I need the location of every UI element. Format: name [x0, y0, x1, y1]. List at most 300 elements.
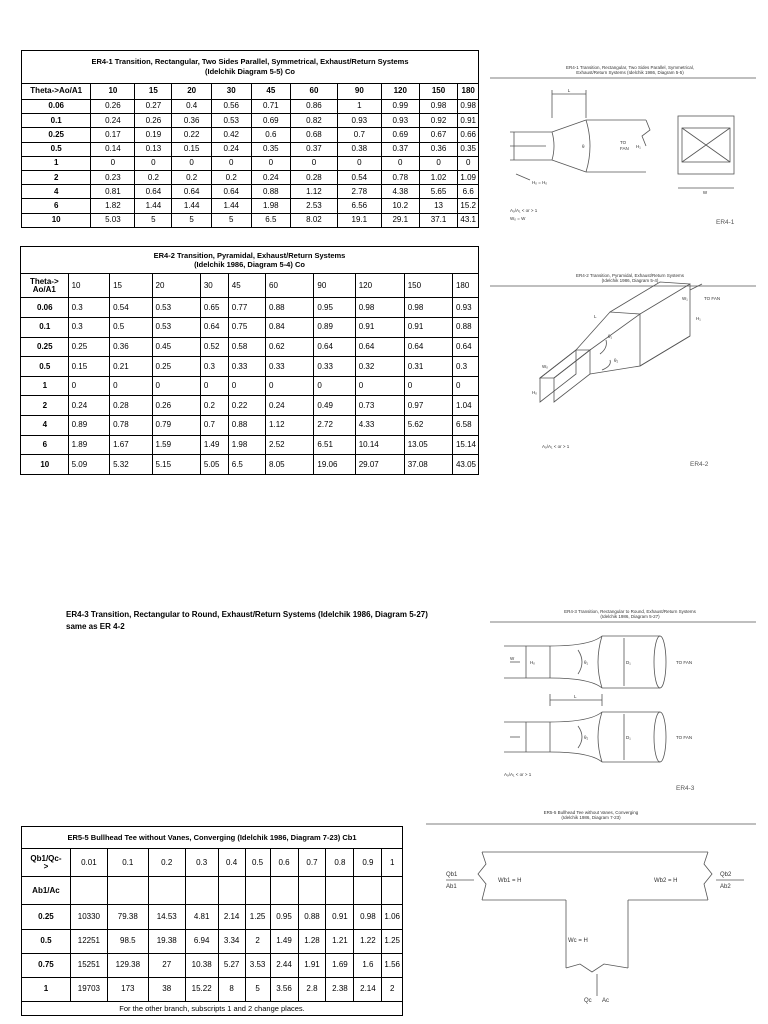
er5-5-cell: 3.56 — [270, 977, 298, 1001]
er4-1-cell: 0.17 — [91, 128, 135, 142]
er4-1-caption-line2: (Idelchik Diagram 5-5) Co — [204, 66, 296, 76]
er4-2-cell: 1.59 — [152, 435, 200, 455]
er4-1-col-header: 150 — [419, 83, 458, 99]
er5-5-col-header: 0.2 — [148, 849, 185, 877]
er4-2-cell: 0.7 — [200, 416, 228, 436]
er4-2-row — [21, 435, 479, 455]
er4-2-row — [21, 317, 479, 337]
er4-2-caption-line2: (Idelchik 1986, Diagram 5-4) Co — [194, 260, 305, 270]
er5-5-cell: 1.6 — [354, 953, 382, 977]
er4-1-cell: 5 — [211, 213, 251, 227]
er4-2-cell: 6.51 — [314, 435, 355, 455]
er5-5-row-header: 0.75 — [22, 953, 71, 977]
er4-2-caption-line1: ER4-2 Transition, Pyramidal, Exhaust/Return Systems — [153, 250, 346, 260]
er4-1-cell: 2.53 — [291, 199, 338, 213]
er4-2-cell: 13.05 — [404, 435, 452, 455]
er4-2-cell: 1.67 — [110, 435, 152, 455]
er4-2-row-header: 0.5 — [21, 357, 69, 377]
er4-2-cell: 0.54 — [110, 298, 152, 318]
er4-1-col-header: 20 — [172, 83, 212, 99]
d2-label-theta2: θ₂ — [614, 358, 619, 363]
er4-2-cell: 1.89 — [68, 435, 110, 455]
d4-label-wb2: Wb2 = H — [654, 878, 678, 884]
er4-2-cell: 4.33 — [355, 416, 404, 436]
d4-label-ab1: Ab1 — [446, 884, 457, 890]
er4-2-cell: 0.5 — [110, 317, 152, 337]
er4-2-cell: 10.14 — [355, 435, 404, 455]
er4-1-cell: 0.91 — [458, 114, 479, 128]
er4-2-table — [20, 246, 479, 475]
er4-1-col-header: 10 — [91, 83, 135, 99]
er4-2-cell: 0.93 — [452, 298, 478, 318]
er4-1-cell: 0.27 — [135, 99, 172, 113]
d3-title-line2: (Idelchik 1986, Diagram 5-27) — [600, 614, 660, 619]
d2-label-to-fan: TO FAN — [704, 296, 721, 301]
er4-1-cell: 0.35 — [251, 142, 291, 156]
er4-1-caption-line1: ER4-1 Transition, Rectangular, Two Sides Parallel, Symmetrical, Exhaust/Return Systems — [91, 57, 409, 67]
d2-label-w1: W₁ — [682, 296, 688, 301]
er5-5-cell: 79.38 — [107, 905, 148, 929]
er4-1-col-header: 180 — [458, 83, 479, 99]
er4-1-cell: 1.98 — [251, 199, 291, 213]
d1-label-h1: H₁ — [636, 144, 641, 149]
er4-1-cell: 0.36 — [419, 142, 458, 156]
er4-1-cell: 0.81 — [91, 185, 135, 199]
er4-1-cell: 0 — [458, 156, 479, 170]
er4-1-caption — [22, 51, 479, 84]
er4-2-row — [21, 376, 479, 396]
er5-5-cell: 10330 — [70, 905, 107, 929]
er4-1-cell: 0.24 — [211, 142, 251, 156]
er5-5-subheader: Ab1/Ac — [22, 877, 71, 905]
er4-1-cell: 1.09 — [458, 170, 479, 184]
er4-2-header-row — [21, 274, 479, 298]
er4-2-cell: 0.15 — [68, 357, 110, 377]
d3-label-w: W — [510, 656, 515, 661]
er4-1-cell: 0.26 — [91, 99, 135, 113]
er4-2-cell: 0.52 — [200, 337, 228, 357]
er4-1-cell: 0 — [135, 156, 172, 170]
er4-1-row — [22, 99, 479, 113]
er5-5-cell: 2.14 — [218, 905, 245, 929]
er5-5-cell: 15251 — [70, 953, 107, 977]
er5-5-cell: 1.28 — [298, 929, 326, 953]
er4-2-cell: 0 — [314, 376, 355, 396]
er4-1-cell: 5.65 — [419, 185, 458, 199]
er4-2-cell: 0.89 — [314, 317, 355, 337]
er4-1-cell: 0.99 — [381, 99, 419, 113]
er4-2-cell: 0.98 — [404, 298, 452, 318]
er5-5-row-header: 0.5 — [22, 929, 71, 953]
er4-1-cell: 4.38 — [381, 185, 419, 199]
er4-2-cell: 0.24 — [68, 396, 110, 416]
er4-2-cell: 0.88 — [266, 298, 314, 318]
d2-label-wo: Wₒ — [542, 364, 548, 369]
er4-3-caption — [66, 609, 428, 633]
er4-1-row — [22, 170, 479, 184]
er4-2-cell: 0 — [68, 376, 110, 396]
er4-1-col-header: 15 — [135, 83, 172, 99]
er4-1-cell: 5 — [135, 213, 172, 227]
er5-5-col-header: 0.1 — [107, 849, 148, 877]
er4-1-cell: 0.38 — [337, 142, 381, 156]
er4-1-cell: 0.7 — [337, 128, 381, 142]
er4-1-cell: 0.92 — [419, 114, 458, 128]
er4-1-cell: 0.69 — [381, 128, 419, 142]
er5-5-col-header: 0.6 — [270, 849, 298, 877]
er4-2-cell: 0.33 — [266, 357, 314, 377]
er4-1-cell: 0.66 — [458, 128, 479, 142]
er4-3-diagram — [490, 606, 756, 796]
d2-title-line2: (Idelchik 1986, Diagram 5-4) — [601, 278, 659, 283]
er4-2-cell: 1.12 — [266, 416, 314, 436]
er4-1-header-row — [22, 83, 479, 99]
er4-1-cell: 0 — [251, 156, 291, 170]
er4-2-cell: 1.98 — [228, 435, 265, 455]
er4-1-col-header: 45 — [251, 83, 291, 99]
er4-2-cell: 5.09 — [68, 455, 110, 475]
er5-5-cell: 10.38 — [185, 953, 218, 977]
er4-2-cell: 0.89 — [68, 416, 110, 436]
er4-1-cell: 0.53 — [211, 114, 251, 128]
er4-2-cell: 0.88 — [452, 317, 478, 337]
er4-1-row — [22, 185, 479, 199]
er4-2-cell: 37.08 — [404, 455, 452, 475]
er4-2-row-header: 2 — [21, 396, 69, 416]
d4-title-line1: ER5-5 Bullhead Tee without Vanes, Converging — [543, 810, 639, 815]
d3-label-theta2: θ₂ — [584, 735, 589, 740]
er4-2-cell: 0.91 — [355, 317, 404, 337]
er5-5-subheader-row — [22, 877, 403, 905]
er4-2-cell: 0.3 — [200, 357, 228, 377]
er5-5-header-row — [22, 849, 403, 877]
er4-1-row-header: 0.1 — [22, 114, 91, 128]
er4-2-col-header: 180 — [452, 274, 478, 298]
d3-label-ho: Hₒ — [530, 660, 535, 665]
er4-1-cell: 37.1 — [419, 213, 458, 227]
er4-2-cell: 0.25 — [68, 337, 110, 357]
er4-2-cell: 0.84 — [266, 317, 314, 337]
er4-1-cell: 0.19 — [135, 128, 172, 142]
er4-2-cell: 43.05 — [452, 455, 478, 475]
d1-label-to: TO — [620, 140, 627, 145]
er5-5-cell: 2.8 — [298, 977, 326, 1001]
d4-title-line2: (Idelchik 1986, Diagram 7-23) — [561, 815, 621, 820]
er4-1-row-header: 2 — [22, 170, 91, 184]
er4-2-col-header: 45 — [228, 274, 265, 298]
er4-1-cell: 0.82 — [291, 114, 338, 128]
d2-label-h1: H₁ — [696, 316, 701, 321]
d2-tag: ER4-2 — [690, 461, 709, 468]
er5-5-cell: 1.56 — [382, 953, 403, 977]
er4-1-row-header: 6 — [22, 199, 91, 213]
er4-3-caption-line2: same as ER 4-2 — [66, 622, 125, 631]
er4-2-col-header: 10 — [68, 274, 110, 298]
er4-3-caption-line1: ER4-3 Transition, Rectangular to Round, Exhaust/Return Systems (Idelchik 1986, Diagram 5-27) — [66, 610, 428, 619]
er4-2-cell: 0.45 — [152, 337, 200, 357]
d1-label-fan: FAN — [620, 146, 629, 151]
er4-1-cell: 10.2 — [381, 199, 419, 213]
d3-note: Aₒ/A₁ < or > 1 — [504, 772, 532, 777]
er4-2-col-header: 15 — [110, 274, 152, 298]
er5-5-cell: 129.38 — [107, 953, 148, 977]
d4-label-ab2: Ab2 — [720, 884, 731, 890]
er4-1-row — [22, 142, 479, 156]
er4-1-cell: 0.4 — [172, 99, 212, 113]
er5-5-cell: 3.53 — [245, 953, 270, 977]
er4-1-cell: 0.93 — [381, 114, 419, 128]
er4-2-cell: 0.91 — [404, 317, 452, 337]
er4-1-cell: 0.22 — [172, 128, 212, 142]
er4-2-cell: 0.62 — [266, 337, 314, 357]
er4-2-cell: 0.98 — [355, 298, 404, 318]
er4-2-cell: 0.3 — [452, 357, 478, 377]
er5-5-cell: 19.38 — [148, 929, 185, 953]
d4-label-qc: Qc — [584, 998, 592, 1004]
er5-5-corner-header — [22, 849, 71, 877]
d1-label-w: W — [702, 190, 708, 195]
er4-2-col-header: 30 — [200, 274, 228, 298]
d3-label-l: L — [574, 694, 577, 699]
er4-2-cell: 2.72 — [314, 416, 355, 436]
er4-1-cell: 0 — [91, 156, 135, 170]
er4-1-cell: 15.2 — [458, 199, 479, 213]
er4-1-row — [22, 199, 479, 213]
er4-1-cell: 5 — [172, 213, 212, 227]
er5-5-cell: 2.44 — [270, 953, 298, 977]
er4-2-col-header: 120 — [355, 274, 404, 298]
er5-5-diagram — [426, 806, 756, 1016]
er4-1-cell: 6.5 — [251, 213, 291, 227]
d2-label-ho: Hₒ — [532, 390, 537, 395]
er4-2-cell: 0 — [228, 376, 265, 396]
er4-2-cell: 0.88 — [228, 416, 265, 436]
er4-1-cell: 0.86 — [291, 99, 338, 113]
er4-1-cell: 5.03 — [91, 213, 135, 227]
er4-1-cell: 0 — [291, 156, 338, 170]
er4-2-cell: 0.31 — [404, 357, 452, 377]
er4-1-cell: 0.67 — [419, 128, 458, 142]
er4-2-cell: 0.78 — [110, 416, 152, 436]
er4-2-cell: 0.33 — [314, 357, 355, 377]
er5-5-cell: 8 — [218, 977, 245, 1001]
er4-1-row — [22, 128, 479, 142]
er4-2-cell: 0.95 — [314, 298, 355, 318]
d1-note2: Wₒ = W — [510, 216, 526, 221]
er5-5-cell: 0.98 — [354, 905, 382, 929]
d2-title-line1: ER4-2 Transition, Pyramidal, Exhaust/Return Systems — [575, 273, 685, 278]
er5-5-cell: 0.95 — [270, 905, 298, 929]
er5-5-row-header: 1 — [22, 977, 71, 1001]
er4-2-cell: 0.64 — [355, 337, 404, 357]
er4-2-row — [21, 337, 479, 357]
er4-2-cell: 0.75 — [228, 317, 265, 337]
er4-2-diagram — [490, 270, 756, 470]
er5-5-table — [21, 826, 403, 1016]
er4-1-cell: 0.64 — [135, 185, 172, 199]
er5-5-cell: 0.91 — [326, 905, 354, 929]
er4-1-row-header: 0.5 — [22, 142, 91, 156]
er4-2-caption — [21, 247, 479, 274]
er4-2-cell: 0.77 — [228, 298, 265, 318]
er4-1-cell: 0.28 — [291, 170, 338, 184]
er5-5-corner-line2: > — [43, 861, 49, 871]
er4-2-cell: 0.97 — [404, 396, 452, 416]
er4-1-cell: 0.26 — [135, 114, 172, 128]
er4-1-cell: 0.36 — [172, 114, 212, 128]
er4-1-cell: 0.54 — [337, 170, 381, 184]
er4-1-cell: 1.44 — [172, 199, 212, 213]
d4-label-wc: Wc = H — [568, 938, 588, 944]
er4-2-cell: 5.15 — [152, 455, 200, 475]
er4-2-cell: 0.3 — [68, 317, 110, 337]
er4-1-row-header: 0.25 — [22, 128, 91, 142]
er4-2-row-header: 4 — [21, 416, 69, 436]
er4-2-cell: 0 — [266, 376, 314, 396]
er4-2-cell: 0.64 — [452, 337, 478, 357]
er4-2-cell: 0.64 — [404, 337, 452, 357]
er4-2-row — [21, 396, 479, 416]
er4-2-cell: 0.22 — [228, 396, 265, 416]
er4-2-cell: 0.36 — [110, 337, 152, 357]
er5-5-cell: 1.69 — [326, 953, 354, 977]
er4-1-cell: 1.82 — [91, 199, 135, 213]
d1-note1: Aₒ/A₁ < or > 1 — [510, 208, 538, 213]
er4-2-cell: 0.49 — [314, 396, 355, 416]
er4-1-row-header: 1 — [22, 156, 91, 170]
d4-label-wb1: Wb1 = H — [498, 878, 522, 884]
er5-5-row — [22, 929, 403, 953]
er4-2-cell: 0.32 — [355, 357, 404, 377]
er4-2-row-header: 10 — [21, 455, 69, 475]
er4-2-body — [21, 298, 479, 475]
er4-1-cell: 0.78 — [381, 170, 419, 184]
er5-5-cell: 4.81 — [185, 905, 218, 929]
er4-2-col-header: 150 — [404, 274, 452, 298]
er5-5-cell: 1.25 — [245, 905, 270, 929]
er4-1-cell: 0 — [172, 156, 212, 170]
er4-1-cell: 6.6 — [458, 185, 479, 199]
er4-1-cell: 1.02 — [419, 170, 458, 184]
d3-label-theta1: θ₁ — [584, 660, 589, 665]
er4-2-row-header: 0.06 — [21, 298, 69, 318]
er4-2-cell: 0.58 — [228, 337, 265, 357]
er4-2-cell: 5.32 — [110, 455, 152, 475]
er4-2-cell: 0 — [355, 376, 404, 396]
er4-2-row-header: 0.1 — [21, 317, 69, 337]
er4-2-cell: 8.05 — [266, 455, 314, 475]
d2-label-theta1: θ₁ — [608, 334, 613, 339]
er5-5-cell: 0.88 — [298, 905, 326, 929]
er4-2-corner-line1: Theta-> — [29, 276, 59, 286]
er4-1-cell: 0.2 — [172, 170, 212, 184]
er4-2-col-header: 90 — [314, 274, 355, 298]
er5-5-row — [22, 953, 403, 977]
er4-2-row-header: 1 — [21, 376, 69, 396]
d4-label-qb2: Qb2 — [720, 872, 732, 878]
er4-2-cell: 15.14 — [452, 435, 478, 455]
er4-1-row-header: 0.06 — [22, 99, 91, 113]
er4-1-row — [22, 213, 479, 227]
er4-1-cell: 1.44 — [211, 199, 251, 213]
er4-1-diagram — [490, 62, 756, 236]
er4-1-cell: 0.88 — [251, 185, 291, 199]
er4-2-cell: 0.73 — [355, 396, 404, 416]
er4-2-cell: 0.25 — [152, 357, 200, 377]
er5-5-cell: 5.27 — [218, 953, 245, 977]
er5-5-body — [22, 905, 403, 1002]
er4-2-cell: 0 — [152, 376, 200, 396]
er4-1-body — [22, 99, 479, 227]
er4-1-cell: 2.78 — [337, 185, 381, 199]
er5-5-col-header: 0.3 — [185, 849, 218, 877]
er5-5-cell: 38 — [148, 977, 185, 1001]
er4-2-cell: 6.58 — [452, 416, 478, 436]
er4-1-col-header: 90 — [337, 83, 381, 99]
er5-5-cell: 2.14 — [354, 977, 382, 1001]
er5-5-cell: 2.38 — [326, 977, 354, 1001]
er5-5-col-header: 0.9 — [354, 849, 382, 877]
er4-2-row — [21, 298, 479, 318]
er4-2-cell: 5.62 — [404, 416, 452, 436]
er5-5-col-header: 0.8 — [326, 849, 354, 877]
er5-5-row-header: 0.25 — [22, 905, 71, 929]
er4-1-cell: 6.56 — [337, 199, 381, 213]
er5-5-cell: 1.91 — [298, 953, 326, 977]
er5-5-corner-line1: Qb1/Qc- — [30, 853, 62, 863]
er4-1-cell: 0.98 — [458, 99, 479, 113]
er4-2-cell: 0.24 — [266, 396, 314, 416]
er5-5-cell: 19703 — [70, 977, 107, 1001]
er4-2-cell: 0.64 — [314, 337, 355, 357]
er4-1-cell: 0.14 — [91, 142, 135, 156]
d1-label-ho: Hₒ = Hₒ — [532, 180, 548, 185]
er4-2-cell: 0.3 — [68, 298, 110, 318]
d3-title-line1: ER4-3 Transition, Rectangular to Round, Exhaust/Return Systems — [564, 609, 696, 614]
er4-1-cell: 0.6 — [251, 128, 291, 142]
er4-1-cell: 19.1 — [337, 213, 381, 227]
er4-1-cell: 0.24 — [251, 170, 291, 184]
er4-2-corner-header — [21, 274, 69, 298]
er5-5-row — [22, 905, 403, 929]
d3-tag: ER4-3 — [676, 785, 695, 792]
er4-2-corner-line2: Ao/A1 — [32, 284, 56, 294]
er4-1-cell: 0.15 — [172, 142, 212, 156]
er5-5-cell: 98.5 — [107, 929, 148, 953]
er4-2-row — [21, 416, 479, 436]
er4-2-cell: 0.26 — [152, 396, 200, 416]
er4-2-cell: 5.05 — [200, 455, 228, 475]
d3-label-d1: D₁ — [626, 660, 631, 665]
er4-2-row-header: 6 — [21, 435, 69, 455]
er5-5-cell: 15.22 — [185, 977, 218, 1001]
er4-1-cell: 8.02 — [291, 213, 338, 227]
er4-2-cell: 0.64 — [200, 317, 228, 337]
er4-2-cell: 29.07 — [355, 455, 404, 475]
er5-5-cell: 1.21 — [326, 929, 354, 953]
er5-5-cell: 12251 — [70, 929, 107, 953]
er4-2-cell: 0 — [452, 376, 478, 396]
er4-1-cell: 0 — [381, 156, 419, 170]
er4-2-cell: 0 — [404, 376, 452, 396]
er4-2-cell: 1.04 — [452, 396, 478, 416]
er4-1-cell: 0.37 — [381, 142, 419, 156]
er4-2-cell: 0 — [200, 376, 228, 396]
d1-label-l: L — [567, 88, 571, 93]
er4-1-row-header: 4 — [22, 185, 91, 199]
er5-5-cell: 1.06 — [382, 905, 403, 929]
er5-5-cell: 2 — [382, 977, 403, 1001]
